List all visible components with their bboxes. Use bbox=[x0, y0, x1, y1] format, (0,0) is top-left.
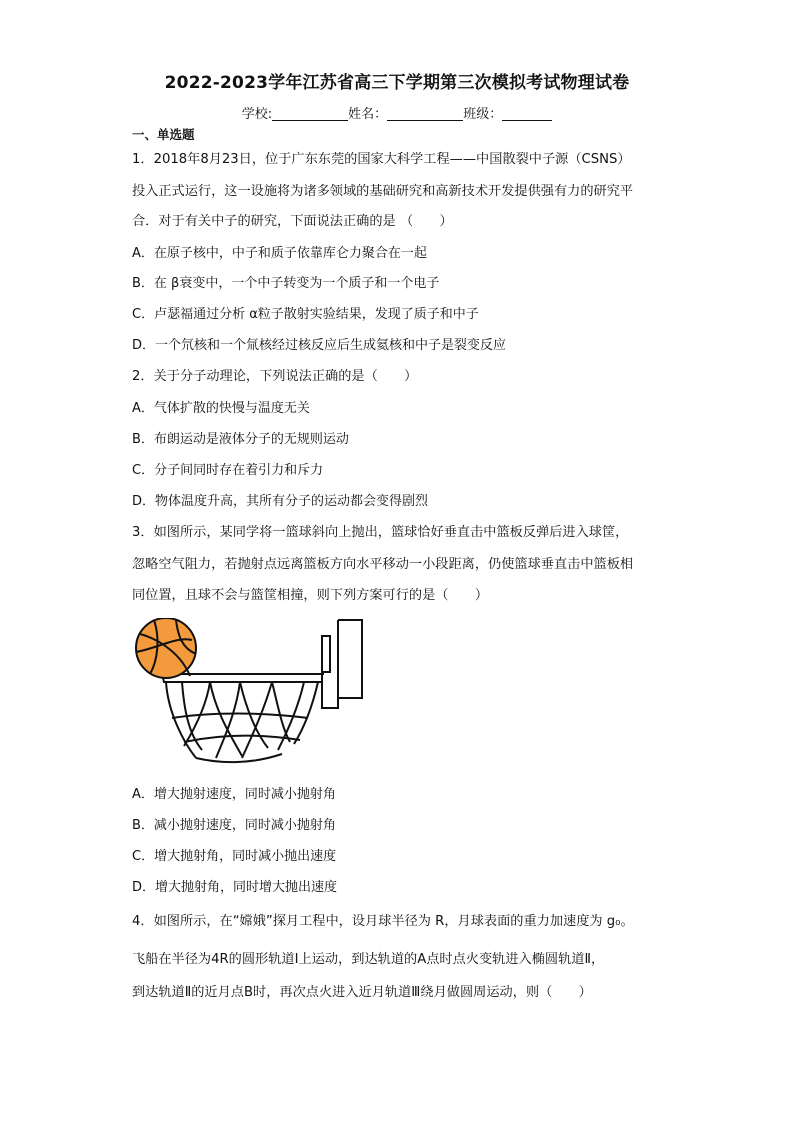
q2-option-c: C．分子间同时存在着引力和斥力 bbox=[132, 463, 324, 478]
q4-line-2: 飞船在半径为4R的圆形轨道Ⅰ上运动，到达轨道的A点时点火变轨进入椭圆轨道Ⅱ， bbox=[132, 952, 605, 967]
school-blank bbox=[272, 106, 348, 121]
q2-line-1: 2．关于分子动理论，下列说法正确的是（ ） bbox=[132, 369, 418, 384]
basketball bbox=[136, 618, 196, 678]
name-label: 姓名： bbox=[348, 107, 388, 122]
q3-option-b: B．减小抛射速度，同时减小抛射角 bbox=[132, 818, 336, 833]
rim-bracket bbox=[322, 674, 338, 708]
q3-option-d: D．增大抛射角，同时增大抛出速度 bbox=[132, 880, 338, 895]
school-label: 学校: bbox=[241, 107, 273, 122]
q1-option-a: A．在原子核中，中子和质子依靠库仑力聚合在一起 bbox=[132, 246, 427, 261]
class-blank bbox=[502, 106, 552, 121]
name-blank bbox=[387, 106, 463, 121]
q2-option-b: B．布朗运动是液体分子的无规则运动 bbox=[132, 432, 349, 447]
q2-option-d: D．物体温度升高，其所有分子的运动都会变得剧烈 bbox=[132, 494, 429, 509]
net bbox=[166, 682, 318, 762]
q2-option-a: A．气体扩散的快慢与温度无关 bbox=[132, 401, 310, 416]
q4-line-3: 到达轨道Ⅱ的近月点B时，再次点火进入近月轨道Ⅲ绕月做圆周运动，则（ ） bbox=[132, 985, 592, 1000]
q3-line-1: 3．如图所示，某同学将一篮球斜向上抛出，篮球恰好垂直击中篮板反弹后进入球筐， bbox=[132, 525, 629, 540]
q3-line-2: 忽略空气阻力，若抛射点远离篮板方向水平移动一小段距离，仍使篮球垂直击中篮板相 bbox=[132, 557, 634, 572]
basketball-hoop-figure bbox=[132, 618, 368, 770]
student-info-line bbox=[0, 103, 794, 122]
rim bbox=[162, 674, 322, 682]
section-title: 一、单选题 bbox=[132, 127, 195, 142]
page-title: 2022-2023学年江苏省高三下学期第三次模拟考试物理试卷 bbox=[164, 73, 630, 93]
q4-line-1: 4．如图所示，在“嫦娥”探月工程中，设月球半径为 R，月球表面的重力加速度为 g₀。 bbox=[132, 914, 634, 929]
q1-line-1: 1．2018年8月23日，位于广东东莞的国家大科学工程——中国散裂中子源（CSNS） bbox=[132, 152, 631, 167]
q1-option-c: C．卢瑟福通过分析 α粒子散射实验结果，发现了质子和中子 bbox=[132, 307, 479, 322]
class-label: 班级： bbox=[463, 107, 503, 122]
backboard bbox=[338, 620, 362, 698]
q1-option-d: D．一个氘核和一个氚核经过核反应后生成氦核和中子是裂变反应 bbox=[132, 338, 507, 353]
backboard-support bbox=[322, 636, 330, 672]
q1-line-3: 合．对于有关中子的研究，下面说法正确的是 （ ） bbox=[132, 214, 453, 229]
q1-option-b: B．在 β衰变中，一个中子转变为一个质子和一个电子 bbox=[132, 276, 440, 291]
q3-line-3: 同位置，且球不会与篮筐相撞，则下列方案可行的是（ ） bbox=[132, 588, 489, 603]
q3-option-a: A．增大抛射速度，同时减小抛射角 bbox=[132, 787, 336, 802]
q3-option-c: C．增大抛射角，同时减小抛出速度 bbox=[132, 849, 337, 864]
q1-line-2: 投入正式运行，这一设施将为诸多领域的基础研究和高新技术开发提供强有力的研究平 bbox=[132, 184, 634, 199]
